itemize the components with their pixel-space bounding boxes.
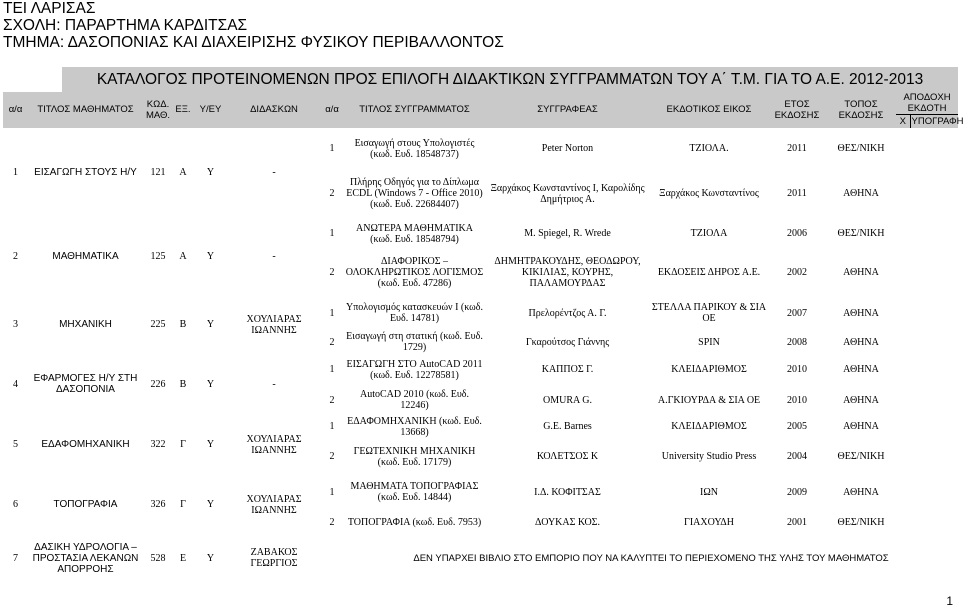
book-aa: 1 [329,486,335,498]
table-row [3,128,958,170]
course-semester: Γ [180,499,186,511]
course-type: Υ [206,439,215,451]
book-year: 2010 [787,394,807,406]
col-header-acceptance: ΑΠΟΔΟΧΗ ΕΚΔΟΤΗ [896,92,958,115]
course-type: Υ [206,499,215,511]
book-publisher: ΚΛΕΙΔΑΡΙΘΜΟΣ [671,364,747,376]
book-title: Εισαγωγή στους Υπολογιστές (κωδ. Ευδ. 18548737) [354,137,475,160]
book-publisher: SPIN [698,336,720,348]
book-title: Πλήρης Οδηγός για το Δίπλωμα ECDL (Windows 7 - Office 2010) (κωδ. Ευδ. 22684407) [346,177,483,211]
book-publisher: ΚΛΕΙΔΑΡΙΘΜΟΣ [671,421,747,433]
book-publisher: ΤΖΙΟΛΑ. [689,143,729,155]
book-title: AutoCAD 2010 (κωδ. Ευδ. 12246) [360,389,469,412]
col-header-authors: ΣΥΓΓΡΑΦΕΑΣ [485,92,650,128]
col-header-acceptance-sign: ΥΠΟΓΡΑΦΗ [911,115,963,127]
col-header-year: ΕΤΟΣ ΕΚΔΟΣΗΣ [768,92,826,128]
course-type: Υ [206,251,215,263]
course-teacher: ΧΟΥΛΙΑΡΑΣ ΙΩΑΝΝΗΣ [246,313,302,336]
book-place: ΘΕΣ/ΝΙΚΗ [837,516,885,528]
course-type: Υ [206,378,215,390]
department-name: ΤΜΗΜΑ: ΔΑΣΟΠΟΝΙΑΣ ΚΑΙ ΔΙΑΧΕΙΡΙΣΗΣ ΦΥΣΙΚΟΥ ΠΕΡΙΒΑΛΛΟΝΤΟΣ [3,34,504,51]
col-header-place: ΤΟΠΟΣ ΕΚΔΟΣΗΣ [826,92,896,128]
course-type: Υ [206,319,215,331]
course-aa: 6 [13,499,18,511]
book-authors: M. Spiegel, R. Wrede [524,228,611,240]
col-header-book-title: ΤΙΤΛΟΣ ΣΥΓΓΡΑΜΜΑΤΟΣ [344,92,485,128]
book-place: ΑΘΗΝΑ [843,188,879,200]
book-authors: Ξαρχάκος Κωνσταντίνος Ι, Καρολίδης Δημήτριος Α. [490,182,645,205]
col-header-course-title: ΤΙΤΛΟΣ ΜΑΘΗΜΑΤΟΣ [28,92,143,128]
book-place: ΑΘΗΝΑ [843,394,879,406]
book-year: 2008 [787,336,807,348]
table-row [3,218,958,250]
book-authors: ΚΑΠΠΟΣ Γ. [541,364,594,376]
page-number: 1 [946,594,953,608]
course-teacher: ΧΟΥΛΙΑΡΑΣ ΙΩΑΝΝΗΣ [246,493,302,516]
course-aa: 7 [13,552,18,564]
book-place: ΑΘΗΝΑ [843,336,879,348]
book-title: Υπολογισμός κατασκευών Ι (κωδ. Ευδ. 14781) [346,302,483,325]
book-publisher: Ξαρχάκος Κωνσταντίνος [659,188,759,200]
book-year: 2006 [787,228,807,240]
course-title: ΔΑΣΙΚΗ ΥΔΡΟΛΟΓΙΑ – ΠΡΟΣΤΑΣΙΑ ΛΕΚΑΝΩΝ ΑΠΟΡΡΟΗΣ [32,541,139,575]
col-header-aa: α/α [3,92,28,128]
book-aa: 1 [329,421,335,433]
book-title: ΜΑΘΗΜΑΤΑ ΤΟΠΟΓΡΑΦΙΑΣ (κωδ. Ευδ. 14844) [350,481,479,504]
book-aa: 1 [329,307,335,319]
table-row [3,354,958,386]
book-publisher: ΕΚΔΟΣΕΙΣ ΔΗΡΟΣ Α.Ε. [657,267,761,279]
book-aa: 2 [329,188,335,200]
book-authors: G.E. Barnes [543,421,592,433]
col-header-type: Υ/ΕΥ [193,92,228,128]
course-teacher: ΧΟΥΛΙΑΡΑΣ ΙΩΑΝΝΗΣ [246,433,302,456]
course-title: ΕΦΑΡΜΟΓΕΣ Η/Υ ΣΤΗ ΔΑΣΟΠΟΝΙΑ [33,373,138,396]
book-place: ΑΘΗΝΑ [843,486,879,498]
textbook-catalog-table [3,92,963,582]
col-header-teachers: ΔΙΔΑΣΚΩΝ [228,92,320,128]
course-semester: Α [179,167,187,179]
no-book-note: ΔΕΝ ΥΠΑΡΧΕΙ ΒΙΒΛΙΟ ΣΤΟ ΕΜΠΟΡΙΟ ΠΟΥ ΝΑ ΚΑΛΥΠΤΕΙ ΤΟ ΠΕΡΙΕΧΟΜΕΝΟ ΤΗΣ ΥΛΗΣ ΤΟΥ ΜΑΘΗΜΑΤΟΣ [413,552,889,564]
book-place: ΑΘΗΝΑ [843,307,879,319]
col-header-semester: ΕΞ. [173,92,193,128]
book-title: ΕΙΣΑΓΩΓΗ ΣΤΟ AutoCAD 2011 (κωδ. Ευδ. 12278581) [346,358,483,381]
course-code: 225 [150,319,166,331]
course-title: ΕΔΑΦΟΜΗΧΑΝΙΚΗ [41,439,130,451]
book-place: ΘΕΣ/ΝΙΚΗ [837,143,885,155]
book-publisher: ΙΩΝ [700,486,718,498]
course-semester: Γ [180,439,186,451]
school-name: ΣΧΟΛΗ: ΠΑΡΑΡΤΗΜΑ ΚΑΡΔΙΤΣΑΣ [3,17,248,34]
col-header-publisher: ΕΚΔΟΤΙΚΟΣ ΕΙΚΟΣ [650,92,768,128]
book-publisher: ΓΙΑΧΟΥΔΗ [684,516,734,528]
book-publisher: Α.ΓΚΙΟΥΡΔΑ & ΣΙΑ ΟΕ [657,394,761,406]
book-year: 2001 [787,516,807,528]
book-title: Εισαγωγή στη στατική (κωδ. Ευδ. 1729) [346,331,483,354]
table-row [3,415,958,439]
book-aa: 2 [329,516,335,528]
col-header-aa2: α/α [320,92,344,128]
course-semester: Ε [179,552,187,564]
institution-name: ΤΕΙ ΛΑΡΙΣΑΣ [3,0,96,17]
book-authors: OMURA G. [543,394,592,406]
book-place: ΘΕΣ/ΝΙΚΗ [837,228,885,240]
table-row [3,475,958,510]
course-teacher: - [272,167,276,179]
book-year: 2011 [787,143,807,155]
book-aa: 2 [329,336,335,348]
course-semester: Β [179,319,187,331]
book-aa: 2 [329,394,335,406]
book-year: 2010 [787,364,807,376]
book-publisher: University Studio Press [661,451,757,463]
book-aa: 1 [329,228,335,240]
course-type: Υ [206,167,215,179]
course-code: 326 [150,499,166,511]
course-aa: 1 [13,167,18,179]
book-year: 2009 [787,486,807,498]
course-title: ΤΟΠΟΓΡΑΦΙΑ [53,499,118,511]
course-code: 226 [150,378,166,390]
book-year: 2002 [787,267,807,279]
course-code: 125 [150,251,166,263]
book-year: 2005 [787,421,807,433]
book-title: ΕΔΑΦΟΜΗΧΑΝΙΚΗ (κωδ. Ευδ. 13668) [347,415,482,438]
book-year: 2007 [787,307,807,319]
course-code: 528 [150,552,166,564]
course-teacher: - [272,378,276,390]
book-aa: 2 [329,451,335,463]
book-year: 2011 [787,188,807,200]
course-teacher: ΖΑΒΑΚΟΣ ΓΕΩΡΓΙΟΣ [250,547,298,570]
course-title: ΜΑΘΗΜΑΤΙΚΑ [52,251,119,263]
col-header-code: ΚΩΔ. ΜΑΘ. [143,92,173,128]
book-authors: Γκαρούτσος Γιάννης [525,336,610,348]
catalog-title: ΚΑΤΑΛΟΓΟΣ ΠΡΟΤΕΙΝΟΜΕΝΩΝ ΠΡΟΣ ΕΠΙΛΟΓΗ ΔΙΔΑΚΤΙΚΩΝ ΣΥΓΓΡΑΜΜΑΤΩΝ ΤΟΥ Α΄ Τ.Μ. ΓΙΑ ΤΟ Α.Ε. 2012-2013 [62,67,958,92]
col-header-acceptance-x: Χ [896,115,910,128]
book-aa: 1 [329,143,335,155]
table-row [3,535,958,582]
book-title: ΔΙΑΦΟΡΙΚΟΣ – ΟΛΟΚΛΗΡΩΤΙΚΟΣ ΛΟΓΙΣΜΟΣ (κωδ. Ευδ. 47286) [345,256,484,290]
course-type: Υ [206,552,215,564]
book-title: ΓΕΩΤΕΧΝΙΚΗ ΜΗΧΑΝΙΚΗ (κωδ. Ευδ. 17179) [353,445,476,468]
table-row [3,296,958,331]
book-title: ΑΝΩΤΕΡΑ ΜΑΘΗΜΑΤΙΚΑ (κωδ. Ευδ. 18548794) [356,222,473,245]
book-authors: Πρελορέντζος Α. Γ. [528,307,607,319]
book-authors: ΔΟΥΚΑΣ ΚΟΣ. [534,516,601,528]
course-title: ΜΗΧΑΝΙΚΗ [59,319,112,331]
course-aa: 3 [13,319,18,331]
book-authors: ΚΟΛΕΤΣΟΣ Κ [536,451,599,463]
book-authors: Peter Norton [541,143,594,155]
course-aa: 5 [13,439,18,451]
book-year: 2004 [787,451,807,463]
book-place: ΑΘΗΝΑ [843,364,879,376]
book-title: ΤΟΠΟΓΡΑΦΙΑ (κωδ. Ευδ. 7953) [347,516,482,528]
course-aa: 4 [13,378,18,390]
course-code: 322 [150,439,166,451]
course-semester: Α [179,251,187,263]
book-publisher: ΤΖΙΟΛΑ [690,228,728,240]
book-authors: Ι.Δ. ΚΟΦΙΤΣΑΣ [534,486,601,498]
course-code: 121 [150,167,166,179]
book-authors: ΔΗΜΗΤΡΑΚΟΥΔΗΣ, ΘΕΟΔΩΡΟΥ, ΚΙΚΙΛΙΑΣ, ΚΟΥΡΗΣ, ΠΑΛΑΜΟΥΡΔΑΣ [494,256,641,290]
course-aa: 2 [13,251,18,263]
book-place: ΑΘΗΝΑ [843,267,879,279]
book-place: ΘΕΣ/ΝΙΚΗ [837,451,885,463]
course-teacher: - [272,251,276,263]
course-semester: Β [179,378,187,390]
book-aa: 1 [329,364,335,376]
book-publisher: ΣΤΕΛΛΑ ΠΑΡΙΚΟΥ & ΣΙΑ ΟΕ [651,302,767,325]
course-title: ΕΙΣΑΓΩΓΗ ΣΤΟΥΣ Η/Υ [34,167,137,179]
book-place: ΑΘΗΝΑ [843,421,879,433]
book-aa: 2 [329,267,335,279]
